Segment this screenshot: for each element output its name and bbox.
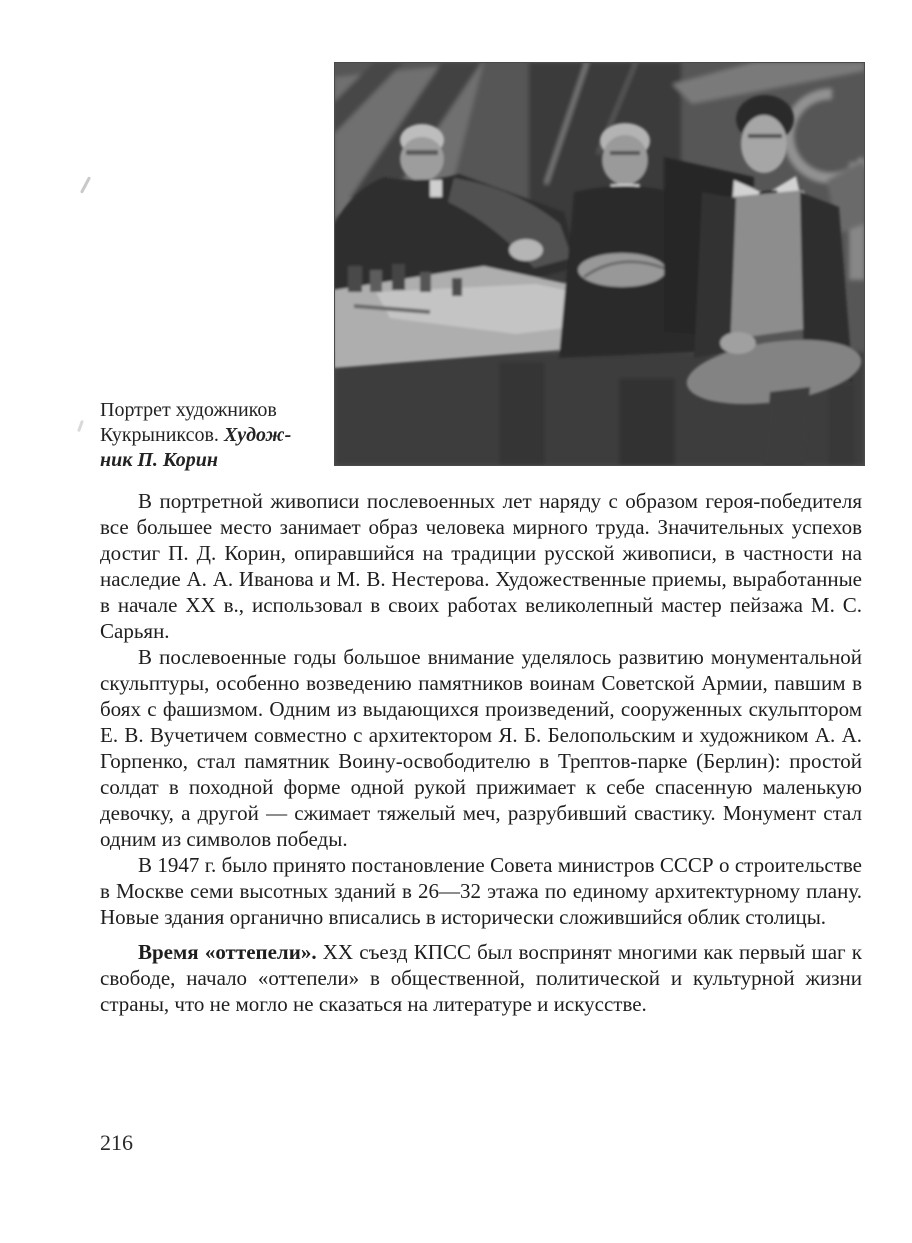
figure-caption [100, 398, 350, 473]
caption-italic-text: ник П. Корин [100, 449, 218, 471]
caption-line-1: Портрет художников [100, 399, 277, 421]
caption-line-3 [100, 448, 350, 473]
paragraph-thaw-era [100, 939, 862, 1017]
paragraph-moscow-highrises: В 1947 г. было принято постановление Совета министров СССР о строительстве в Москве семи высотных зданий в 26—32 этажа по единому архитектурному плану. Новые здания органично вписались в исторически сложившийся облик столицы. [100, 853, 862, 929]
caption-line-2 [100, 423, 350, 448]
caption-italic-text: Худож- [223, 424, 292, 446]
paragraph-monumental-sculpture: В послевоенные годы большое внимание уделялось развитию монументальной скульптуры, особенно возведению памятников воинам Советской Армии, павшим в боях с фашизмом. Одним из выдающихся произведений, сооруженных скульптором Е. В. Вучетичем совместно с архитектором Я. Б. Белопольским и художником А. А. Горпенко, стал памятник Воину-освободителю в Трептов-парке (Берлин): простой солдат в походной форме одной рукой прижимает к себе спасенную маленькую девочку, а другой — сжимает тяжелый меч, разрубивший свастику. Монумент стал одним из символов победы. [100, 645, 862, 851]
figure-photo [334, 62, 865, 466]
caption-regular-text: Кукрыниксов. [100, 424, 224, 446]
body-text [100, 488, 862, 1017]
page-number: 216 [100, 1130, 133, 1155]
scan-artifact [80, 176, 91, 193]
section-body: XX съезд КПСС был воспринят многими как первый шаг к свободе, начало «оттепели» в общественной, политической и культурной жизни страны, что не могло не сказаться на литературе и искусстве. [100, 940, 863, 1016]
section-lead: Время «оттепели». [138, 940, 317, 964]
paragraph-portrait-painting: В портретной живописи послевоенных лет наряду с образом героя-победителя все большее место занимает образ человека мирного труда. Значительных успехов достиг П. Д. Корин, опиравшийся на традиции русской живописи, в частности на наследие А. А. Иванова и М. В. Нестерова. Художественные приемы, выработанные в начале XX в., использовал в своих работах великолепный мастер пейзажа М. С. Сарьян. [100, 489, 862, 643]
scan-artifact [77, 420, 84, 432]
